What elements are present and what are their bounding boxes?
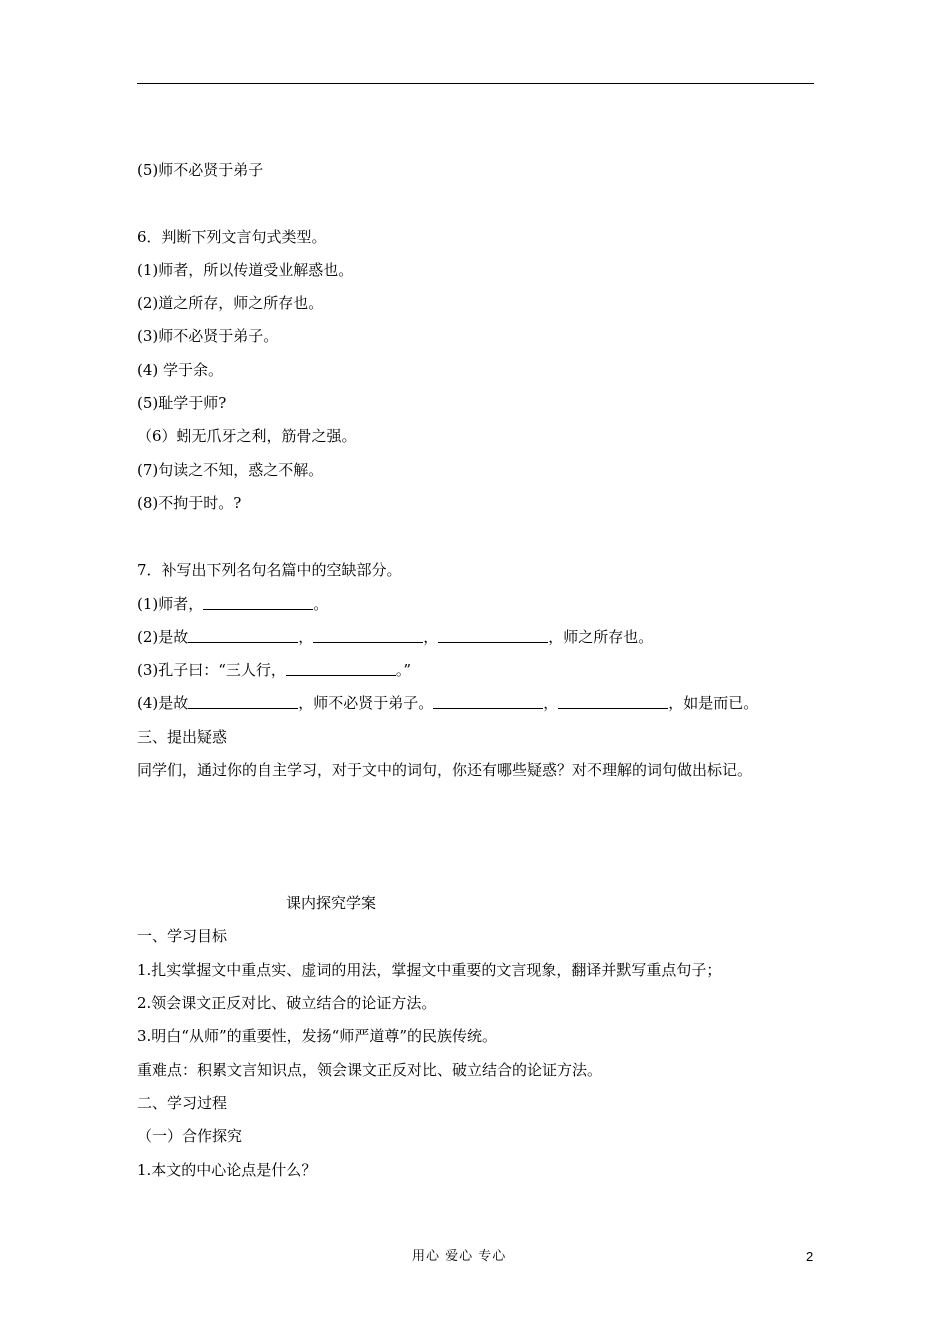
text-segment: (2)是故 [137,628,189,646]
text-line: 同学们，通过你的自主学习，对于文中的词句，你还有哪些疑惑？对不理解的词句做出标记。 [137,761,753,779]
blank-field [286,662,396,676]
text-line: (7)句读之不知，惑之不解。 [137,461,324,479]
text-line: (4) 学于余。 [137,361,224,379]
text-segment: ， [298,628,314,646]
text-line: 1.本文的中心论点是什么？ [137,1161,317,1179]
text-segment: (3)孔子曰：“三人行， [137,661,286,679]
text-segment: (4)是故 [137,694,189,712]
blank-field [558,695,668,709]
text-line: (8)不拘于时。? [137,494,242,512]
section-title: 课内探究学案 [286,894,377,912]
text-line: （6）蚓无爪牙之利，筋骨之强。 [137,427,357,445]
section-heading: 二、学习过程 [137,1094,228,1112]
text-line: 2.领会课文正反对比、破立结合的论证方法。 [137,994,437,1012]
text-line: (5)师不必贤于弟子 [137,161,264,179]
text-line: (3)师不必贤于弟子。 [137,327,279,345]
text-line: 1.扎实掌握文中重点实、虚词的用法，掌握文中重要的文言现象，翻译并默写重点句子； [137,961,722,979]
text-segment: ，师之所存也。 [548,628,654,646]
text-segment: (1)师者， [137,595,204,613]
text-segment: 。 [313,595,329,613]
header-rule [137,83,814,84]
question-6: 6．判断下列文言句式类型。 [137,228,327,246]
fill-line-3 [137,661,411,679]
text-line: 3.明白“从师”的重要性，发扬“师严道尊”的民族传统。 [137,1027,497,1045]
text-line: 重难点：积累文言知识点，领会课文正反对比、破立结合的论证方法。 [137,1061,603,1079]
page-number: 2 [806,1249,814,1264]
question-7: 7．补写出下列名句名篇中的空缺部分。 [137,561,402,579]
text-segment: 。” [395,661,412,679]
text-segment: ，如是而已。 [668,694,759,712]
text-line: (2)道之所存，师之所存也。 [137,294,324,312]
blank-field [433,695,543,709]
blank-field [188,695,298,709]
blank-field [188,629,298,643]
text-line: (1)师者，所以传道受业解惑也。 [137,261,354,279]
text-line: (5)耻学于师? [137,394,227,412]
blank-field [438,629,548,643]
footer-text: 用心 爱心 专心 [412,1249,507,1264]
blank-field [203,596,313,610]
section-heading: 一、学习目标 [137,927,228,945]
fill-line-4 [137,694,758,712]
sub-heading: （一）合作探究 [137,1127,243,1145]
fill-line-2 [137,628,653,646]
section-heading: 三、提出疑惑 [137,728,228,746]
blank-field [313,629,423,643]
text-segment: ， [543,694,559,712]
text-segment: ，师不必贤于弟子。 [298,694,434,712]
fill-line-1 [137,595,328,613]
text-segment: ， [423,628,439,646]
